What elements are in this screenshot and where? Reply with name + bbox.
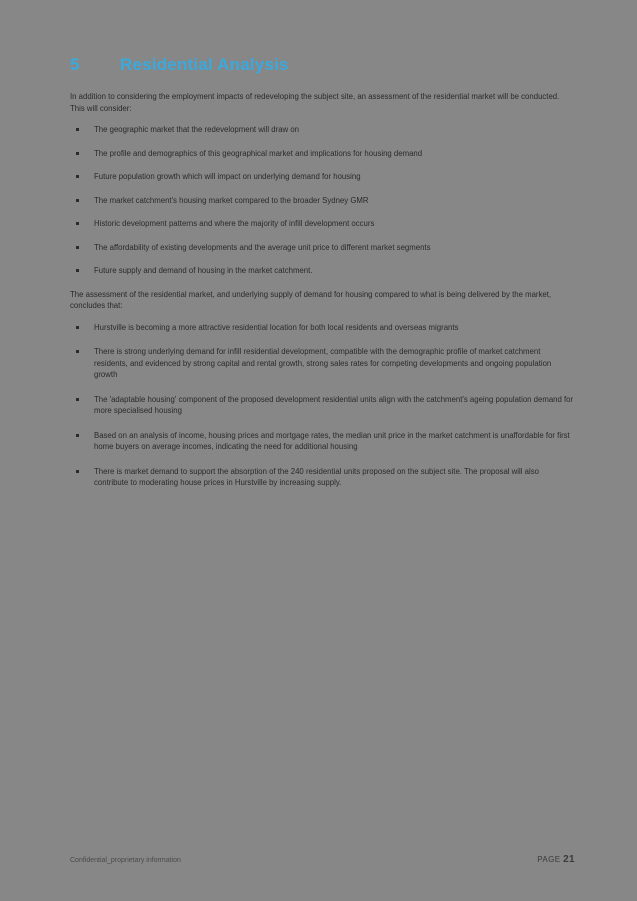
list-item: There is market demand to support the absorption of the 240 residential units proposed on the subject site. The proposal will also contribute to moderating house prices in Hurstville by increasing supply. <box>70 466 575 489</box>
list-item: The 'adaptable housing' component of the proposed development residential units align with the catchment's ageing population demand for more specialised housing <box>70 394 575 417</box>
section-heading <box>70 55 575 75</box>
list-item: The market catchment's housing market compared to the broader Sydney GMR <box>70 195 575 207</box>
list-item: Hurstville is becoming a more attractive residential location for both local residents and overseas migrants <box>70 322 575 334</box>
footer-page-label: PAGE <box>537 855 561 864</box>
list-item: The profile and demographics of this geographical market and implications for housing demand <box>70 148 575 160</box>
footer-left-text <box>70 856 181 865</box>
list-item: The affordability of existing developments and the average unit price to different market segments <box>70 242 575 254</box>
list-item: There is strong underlying demand for infill residential development, compatible with the demographic profile of market catchment residents, and evidenced by strong capital and rental growth, strong sales rates for competing developments and ongoing population growth <box>70 346 575 381</box>
list-item: Historic development patterns and where the majority of infill development occurs <box>70 218 575 230</box>
footer-line-1: Confidential_proprietary information <box>70 857 181 864</box>
page-content <box>70 55 575 502</box>
section-title: Residential Analysis <box>120 55 289 74</box>
page-footer <box>70 854 575 865</box>
footer-page-number <box>537 854 575 865</box>
conclusion-intro-paragraph: The assessment of the residential market, and underlying supply of demand for housing compared to what is being delivered by the market, concludes that: <box>70 289 552 310</box>
list-item: Future population growth which will impact on underlying demand for housing <box>70 171 575 183</box>
list-item: Based on an analysis of income, housing prices and mortgage rates, the median unit price in the market catchment is unaffordable for first home buyers on average incomes, indicating the need for additional housing <box>70 430 575 453</box>
section-number: 5 <box>70 55 80 74</box>
footer-page-value: 21 <box>563 854 575 865</box>
list-item: Future supply and demand of housing in the market catchment. <box>70 265 575 277</box>
conclusions-list <box>70 322 575 489</box>
intro-paragraph: In addition to considering the employment impacts of redeveloping the subject site, an assessment of the residential market will be conducted. This will consider: <box>70 92 560 113</box>
considerations-list <box>70 124 575 277</box>
list-item: The geographic market that the redevelopment will draw on <box>70 124 575 136</box>
